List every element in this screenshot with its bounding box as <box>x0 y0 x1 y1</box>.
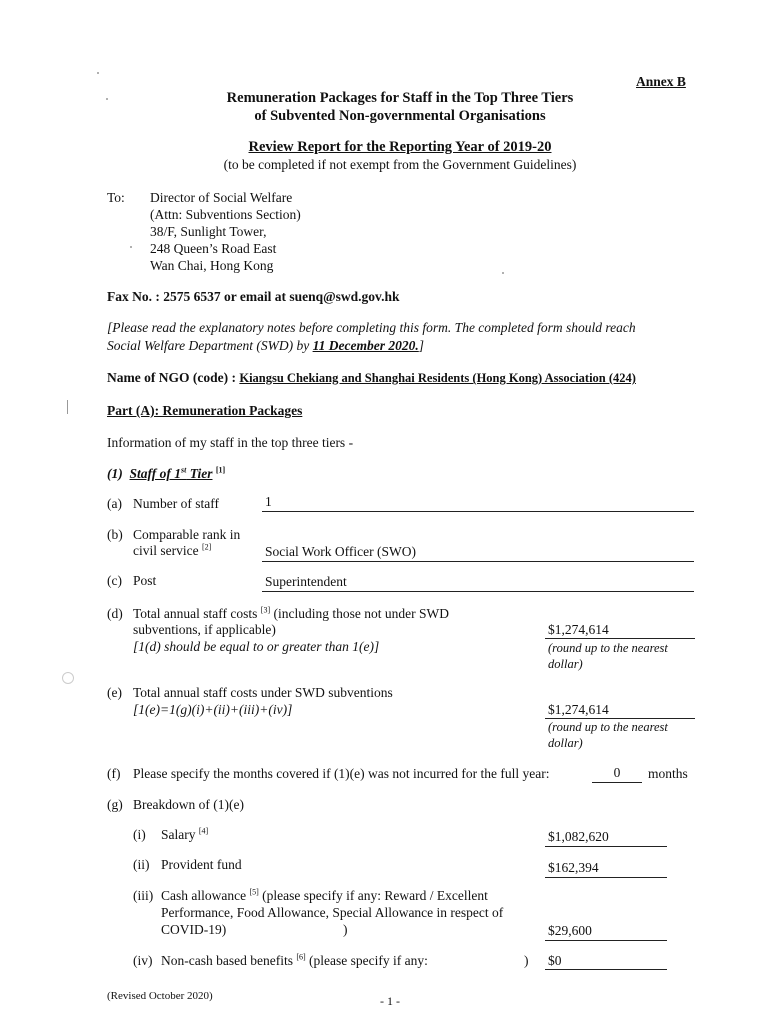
scan-speck <box>67 400 68 414</box>
round-note-2: dollar) <box>548 657 583 671</box>
item-g-label: (g) <box>107 797 123 812</box>
cash-allowance-text: (please specify if any: Reward / Excellent <box>258 888 488 903</box>
title-line-1: Remuneration Packages for Staff in the Top Three Tiers <box>226 90 574 106</box>
footnote-ref: [5] <box>249 887 259 897</box>
address-line: 248 Queen’s Road East <box>150 241 277 256</box>
scan-speck <box>62 672 74 684</box>
report-title: Review Report for the Reporting Year of 2019-20 <box>248 139 552 155</box>
salary-value: $1,082,620 <box>548 829 609 844</box>
item-g1-label: (i) <box>133 827 146 842</box>
footnote-ref: [2] <box>201 542 212 552</box>
section-number: (1) <box>107 466 123 481</box>
closing-paren: ) <box>524 953 529 968</box>
field-underline <box>592 782 642 783</box>
closing-paren: ) <box>343 922 348 937</box>
intro-text: Information of my staff in the top three tiers - <box>107 435 354 450</box>
page-number: - 1 - <box>380 994 400 1008</box>
section-title: Staff of 1 <box>129 466 182 481</box>
field-underline <box>262 591 694 592</box>
item-d-text-cont: (including those not under SWD <box>270 606 449 621</box>
round-note-2: dollar) <box>548 736 583 750</box>
item-d-text-2: subventions, if applicable) <box>133 622 276 637</box>
annex-label: Annex B <box>636 74 686 89</box>
number-of-staff-value: 1 <box>265 494 272 509</box>
total-staff-costs-value: $1,274,614 <box>548 622 609 637</box>
item-g4-text <box>161 953 428 969</box>
cash-allowance-value: $29,600 <box>548 923 592 938</box>
item-a-text: Number of staff <box>133 496 219 511</box>
comparable-rank-value: Social Work Officer (SWO) <box>265 544 416 559</box>
round-note-1: (round up to the nearest <box>548 641 668 655</box>
footnote-ref: [6] <box>296 952 306 962</box>
item-a-label: (a) <box>107 496 122 511</box>
provident-fund-label: Provident fund <box>161 857 242 872</box>
item-g3-text-1 <box>161 888 488 904</box>
instructions-text: Social Welfare Department (SWD) by <box>107 338 313 353</box>
item-g1-text <box>161 827 208 843</box>
item-f-label: (f) <box>107 766 121 781</box>
footnote-ref: [3] <box>260 605 271 615</box>
salary-label: Salary <box>161 827 199 842</box>
post-value: Superintendent <box>265 574 347 589</box>
report-note: (to be completed if not exempt from the Government Guidelines) <box>223 157 577 172</box>
title-line-2: of Subvented Non-governmental Organisations <box>254 108 546 124</box>
non-cash-text: (please specify if any: <box>305 953 428 968</box>
field-underline <box>262 511 694 512</box>
provident-fund-value: $162,394 <box>548 860 599 875</box>
section-title-sup: st <box>181 465 187 475</box>
cash-allowance-label: Cash allowance <box>161 888 250 903</box>
swd-staff-costs-value: $1,274,614 <box>548 702 609 717</box>
item-d-label: (d) <box>107 606 123 621</box>
address-line: (Attn: Subventions Section) <box>150 207 301 222</box>
item-c-text: Post <box>133 573 157 588</box>
to-label: To: <box>107 190 125 205</box>
item-b-label: (b) <box>107 527 123 542</box>
item-b-text: civil service <box>133 543 199 558</box>
instructions-line-1: [Please read the explanatory notes before completing this form. The completed form should reach <box>107 320 636 335</box>
field-underline <box>545 718 695 719</box>
section-title-end: Tier <box>186 466 213 481</box>
item-e-text-1: Total annual staff costs under SWD subventions <box>133 685 393 700</box>
field-underline <box>545 940 667 941</box>
non-cash-label: Non-cash based benefits <box>161 953 297 968</box>
months-value: 0 <box>613 765 621 780</box>
scan-speck <box>502 272 504 274</box>
footnote-ref: [4] <box>198 826 209 836</box>
address-line: 38/F, Sunlight Tower, <box>150 224 267 239</box>
item-f-text: Please specify the months covered if (1)(e) was not incurred for the full year: <box>133 766 550 781</box>
field-underline <box>545 846 667 847</box>
item-b-text-2 <box>133 543 211 559</box>
section-1-heading <box>107 466 225 482</box>
item-g3-text-3: COVID-19) <box>161 922 227 937</box>
round-note-1: (round up to the nearest <box>548 720 668 734</box>
non-cash-value: $0 <box>548 953 562 968</box>
item-d-text-3: [1(d) should be equal to or greater than 1(e)] <box>133 639 380 654</box>
ngo-label: Name of NGO (code) : <box>107 370 240 385</box>
item-g3-text-2: Performance, Food Allowance, Special Allowance in respect of <box>161 905 504 920</box>
instructions-line-2 <box>107 338 424 354</box>
footnote-ref: [1] <box>215 465 226 475</box>
revised-note: (Revised October 2020) <box>107 990 213 1002</box>
item-g4-label: (iv) <box>133 953 153 968</box>
ngo-line <box>107 370 636 386</box>
address-line: Director of Social Welfare <box>150 190 293 205</box>
field-underline <box>545 638 695 639</box>
item-d-text: Total annual staff costs <box>133 606 261 621</box>
field-underline <box>545 877 667 878</box>
item-b-text-1: Comparable rank in <box>133 527 241 542</box>
part-a-heading: Part (A): Remuneration Packages <box>107 403 303 418</box>
item-g2-label: (ii) <box>133 857 150 872</box>
fax-line: Fax No. : 2575 6537 or email at suenq@swd.gov.hk <box>107 289 400 304</box>
item-d-text-1 <box>133 606 449 622</box>
address-line: Wan Chai, Hong Kong <box>150 258 274 273</box>
field-underline <box>545 969 667 970</box>
bracket-close: ] <box>418 338 424 353</box>
ngo-value: Kiangsu Chekiang and Shanghai Residents (Hong Kong) Association (424) <box>239 371 636 385</box>
scan-speck <box>97 72 99 74</box>
item-c-label: (c) <box>107 573 122 588</box>
months-unit: months <box>648 766 688 781</box>
deadline: 11 December 2020. <box>312 338 419 353</box>
item-g-text: Breakdown of (1)(e) <box>133 797 244 812</box>
field-underline <box>262 561 694 562</box>
item-e-label: (e) <box>107 685 122 700</box>
item-e-text-2: [1(e)=1(g)(i)+(ii)+(iii)+(iv)] <box>133 702 293 717</box>
scan-speck <box>106 98 108 100</box>
item-g3-label: (iii) <box>133 888 154 903</box>
scan-speck <box>130 246 132 248</box>
